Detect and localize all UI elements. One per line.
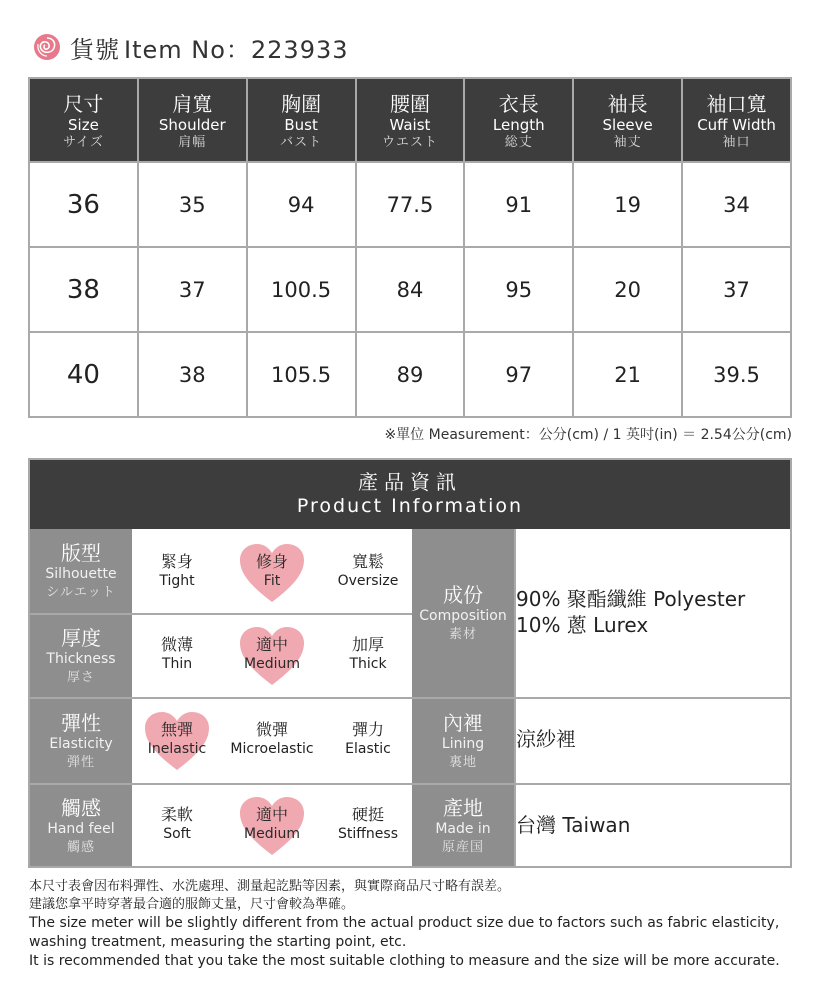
option-inelastic-selected: 無彈 Inelastic — [132, 720, 222, 758]
size-cell: 40 — [29, 332, 138, 417]
made-in-label: 產地 Made in 原産国 — [412, 785, 514, 866]
table-cell: 37 — [138, 247, 247, 332]
disclaimer-en-line: The size meter will be slightly different from the actual product size due to factors such as fabric elasticity, — [29, 915, 780, 931]
item-number-text: Item No：223933 — [124, 35, 349, 64]
table-row — [29, 332, 791, 417]
table-row — [29, 247, 791, 332]
divider — [30, 697, 790, 699]
table-cell: 77.5 — [356, 162, 465, 247]
divider — [30, 613, 412, 615]
size-table-header-row — [29, 78, 791, 162]
option-microelastic: 微彈 Microelastic — [230, 720, 314, 757]
elasticity-label: 彈性 Elasticity 弾性 — [30, 699, 132, 783]
item-label: 貨號 — [70, 35, 120, 64]
table-cell: 94 — [247, 162, 356, 247]
table-cell: 38 — [138, 332, 247, 417]
disclaimer-zh-line: 建議您拿平時穿著最合適的服飾丈量，尺寸會較為準確。 — [29, 897, 355, 912]
composition-value — [516, 586, 745, 638]
option-medium-selected: 適中 Medium — [227, 635, 317, 673]
table-cell: 39.5 — [682, 332, 791, 417]
rose-icon — [32, 32, 62, 62]
table-cell: 91 — [464, 162, 573, 247]
column-header: 袖長 Sleeve 袖丈 — [573, 78, 682, 162]
option-oversize: 寬鬆 Oversize — [337, 552, 399, 589]
product-info-title — [30, 460, 790, 529]
disclaimer-en-line: It is recommended that you take the most suitable clothing to measure and the size will be more accurate. — [29, 953, 780, 969]
table-cell: 105.5 — [247, 332, 356, 417]
item-header — [32, 30, 349, 64]
table-row — [29, 162, 791, 247]
lining-label: 內裡 Lining 裏地 — [412, 699, 514, 783]
product-info-title-en: Product Information — [296, 495, 524, 517]
composition-line: 90% 聚酯纖維 Polyester — [516, 587, 746, 611]
option-fit-selected: 修身 Fit — [227, 552, 317, 590]
option-thick: 加厚 Thick — [349, 635, 387, 672]
table-cell: 34 — [682, 162, 791, 247]
table-cell: 20 — [573, 247, 682, 332]
option-medium-selected: 適中 Medium — [227, 805, 317, 843]
table-cell: 95 — [464, 247, 573, 332]
column-header: 袖口寬 Cuff Width 袖口 — [682, 78, 791, 162]
hand-feel-label: 觸感 Hand feel 觸感 — [30, 785, 132, 866]
lining-value: 涼紗裡 — [516, 727, 576, 751]
item-number — [70, 30, 349, 65]
table-cell: 37 — [682, 247, 791, 332]
table-cell: 100.5 — [247, 247, 356, 332]
composition-line: 10% 蔥 Lurex — [516, 613, 649, 637]
table-cell: 84 — [356, 247, 465, 332]
table-cell: 97 — [464, 332, 573, 417]
table-cell: 35 — [138, 162, 247, 247]
table-cell: 19 — [573, 162, 682, 247]
product-info-panel — [28, 458, 792, 868]
size-cell: 36 — [29, 162, 138, 247]
option-thin: 微薄 Thin — [160, 635, 193, 672]
option-stiffness: 硬挺 Stiffness — [338, 805, 398, 842]
column-header: 腰圍 Waist ウエスト — [356, 78, 465, 162]
disclaimer-en-line: washing treatment, measuring the starting point, etc. — [29, 934, 407, 950]
column-header: 衣長 Length 総丈 — [464, 78, 573, 162]
option-soft: 柔軟 Soft — [160, 805, 193, 842]
column-header: 肩寬 Shoulder 肩幅 — [138, 78, 247, 162]
measurement-note: ※單位 Measurement：公分(cm) / 1 英吋(in) ＝ 2.54公分(cm) — [384, 427, 792, 443]
product-info-title-zh: 產品資訊 — [358, 470, 462, 494]
table-cell: 89 — [356, 332, 465, 417]
size-table — [28, 77, 792, 418]
size-cell: 38 — [29, 247, 138, 332]
thickness-label: 厚度 Thickness 厚さ — [30, 615, 132, 697]
silhouette-label: 版型 Silhouette シルエット — [30, 529, 132, 613]
column-header: 胸圍 Bust バスト — [247, 78, 356, 162]
option-tight: 緊身 Tight — [159, 552, 195, 589]
composition-label: 成份 Composition 素材 — [412, 529, 514, 697]
option-elastic: 彈力 Elastic — [345, 720, 391, 757]
disclaimer-zh-line: 本尺寸表會因布料彈性、水洗處理、測量起訖點等因素，與實際商品尺寸略有誤差。 — [29, 879, 511, 894]
divider — [30, 783, 790, 785]
disclaimer — [29, 878, 780, 971]
column-header: 尺寸 Size サイズ — [29, 78, 138, 162]
made-in-value: 台灣 Taiwan — [516, 813, 631, 837]
table-cell: 21 — [573, 332, 682, 417]
